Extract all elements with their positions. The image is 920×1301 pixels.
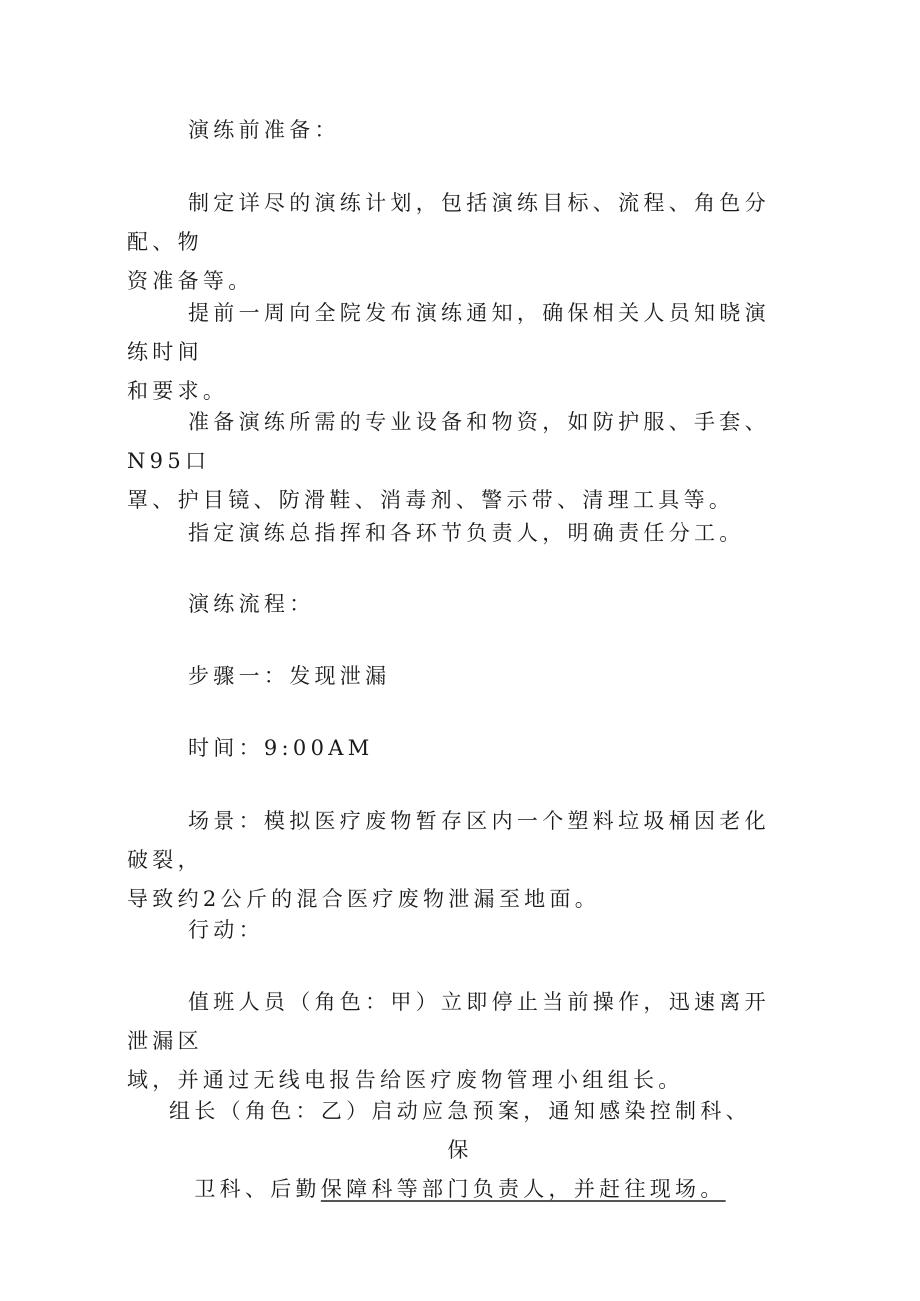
prep-notice-line2: 和要求。 — [127, 379, 229, 403]
step1-scene-line2: 导致约2公斤的混合医疗废物泄漏至地面。 — [127, 887, 601, 911]
step1-action-b-line2 — [160, 1170, 760, 1209]
step1-action-b-line2-plain: 卫科、后勤 — [194, 1177, 321, 1201]
flow-heading — [127, 585, 791, 624]
step1-action-a-line1: 值班人员（角色：甲）立即停止当前操作，迅速离开泄漏区 — [127, 990, 770, 1053]
step1-scene-line1: 场景：模拟医疗废物暂存区内一个塑料垃圾桶因老化破裂， — [127, 809, 770, 872]
step1-action-heading-text: 行动： — [188, 918, 264, 942]
step1-action-b-paragraph — [160, 1092, 760, 1209]
prep-equipment-line1: 准备演练所需的专业设备和物资，如防护服、手套、N95口 — [127, 410, 770, 473]
step1-heading-text: 步骤一：发现泄漏 — [188, 664, 391, 688]
step1-action-heading — [127, 911, 791, 950]
step1-heading — [127, 657, 791, 696]
step1-time-text: 时间：9:00AM — [188, 736, 374, 760]
prep-notice-paragraph — [127, 294, 791, 411]
step1-scene-paragraph — [127, 802, 791, 919]
prep-plan-paragraph — [127, 184, 791, 301]
prep-plan-line1: 制定详尽的演练计划，包括演练目标、流程、角色分配、物 — [127, 191, 770, 254]
prep-heading-text: 演练前准备： — [188, 118, 340, 142]
prep-equipment-paragraph — [127, 403, 791, 520]
prep-commander-text: 指定演练总指挥和各环节负责人，明确责任分工。 — [188, 521, 745, 545]
prep-plan-line2: 资准备等。 — [127, 269, 254, 293]
step1-action-a-paragraph — [127, 983, 791, 1100]
prep-notice-line1: 提前一周向全院发布演练通知，确保相关人员知晓演练时间 — [127, 301, 770, 364]
prep-heading — [127, 111, 791, 150]
prep-equipment-line2: 罩、护目镜、防滑鞋、消毒剂、警示带、清理工具等。 — [127, 488, 735, 512]
step1-action-b-line1: 组长（角色：乙）启动应急预案，通知感染控制科、保 — [169, 1099, 751, 1162]
step1-action-b-line2-underlined: 保障科等部门负责人，并赶往现场。 — [320, 1177, 726, 1201]
prep-commander-paragraph — [127, 514, 791, 553]
flow-heading-text: 演练流程： — [188, 592, 315, 616]
step1-action-a-line2: 域，并通过无线电报告给医疗废物管理小组组长。 — [127, 1068, 684, 1092]
step1-time — [127, 729, 791, 768]
